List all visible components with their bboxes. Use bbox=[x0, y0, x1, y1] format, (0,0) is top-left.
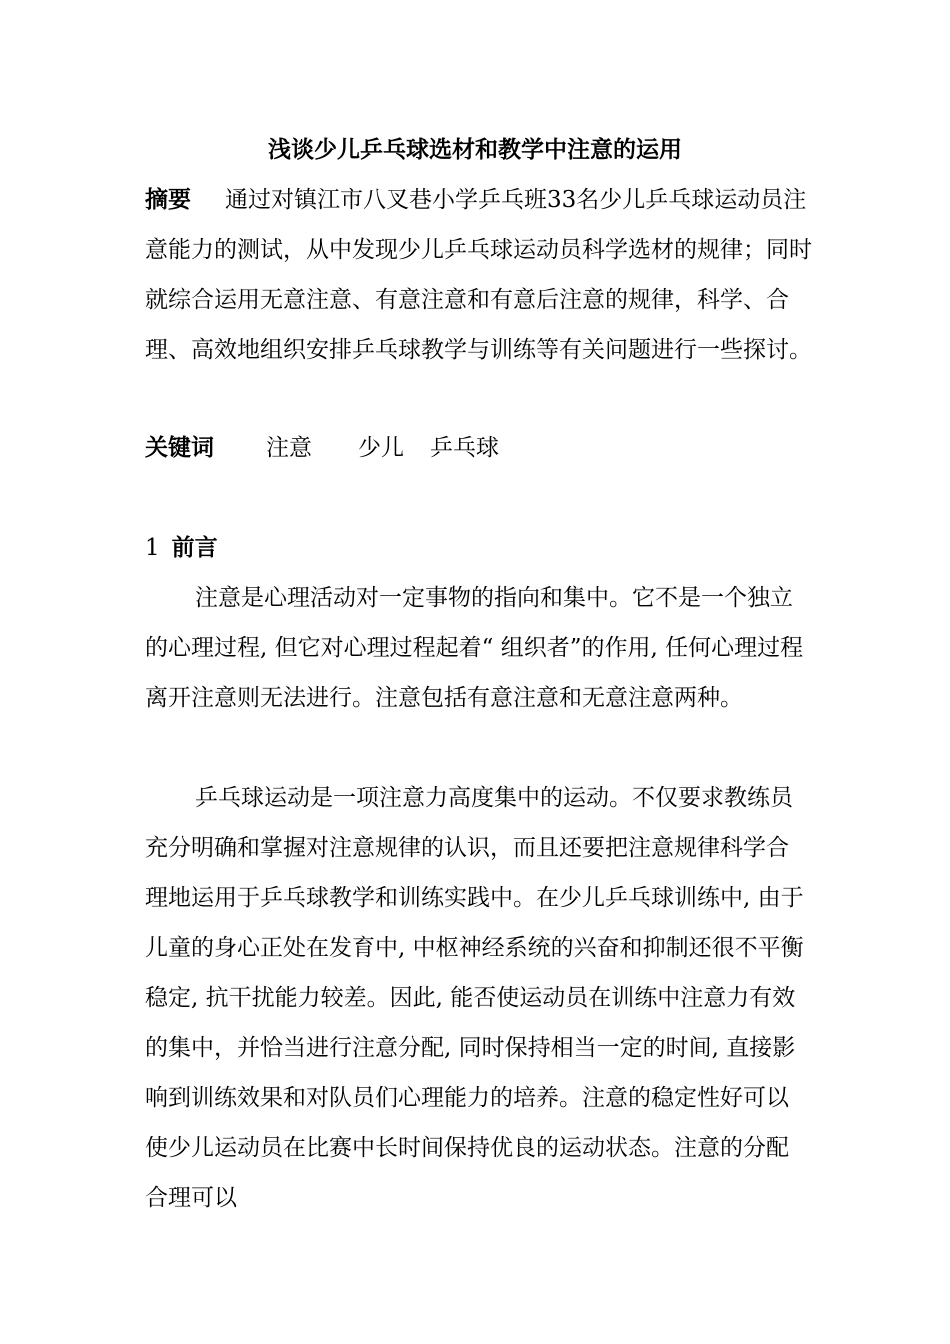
section-heading bbox=[145, 523, 218, 573]
section-number: 1 bbox=[145, 535, 160, 561]
keywords-label: 关键词 bbox=[145, 435, 214, 461]
body-paragraph: 注意是心理活动对一定事物的指向和集中。它不是一个独立的心理过程, 但它对心理过程起着“ 组织者”的作用, 任何心理过程离开注意则无法进行。注意包括有意注意和无意注意两种。 bbox=[145, 585, 804, 711]
keyword-item: 乒乓球 bbox=[430, 435, 499, 461]
body-paragraph: 乒乓球运动是一项注意力高度集中的运动。不仅要求教练员充分明确和掌握对注意规律的认识，而且还要把注意规律科学合理地运用于乒乓球教学和训练实践中。在少儿乒乓球训练中, 由于儿童的身心正处在发育中, 中枢神经系统的兴奋和抑制还很不平衡稳定, 抗干扰能力较差。因此, 能否使运动员在训练中注意力有效的集中，并恰当进行注意分配, 同时保持相当一定的时间, 直接影响到训练效果和对队员们心理能力的培养。注意的稳定性好可以使少儿运动员在比赛中长时间保持优良的运动状态。注意的分配合理可以 bbox=[145, 785, 804, 1211]
section-title: 前言 bbox=[171, 535, 218, 561]
abstract bbox=[145, 175, 825, 375]
abstract-label: 摘要 bbox=[145, 187, 191, 213]
keywords bbox=[145, 423, 825, 473]
document-title: 浅谈少儿乒乓球选材和教学中注意的运用 bbox=[268, 137, 682, 163]
abstract-text: 通过对镇江市八叉巷小学乒乓班33名少儿乒乓球运动员注意能力的测试，从中发现少儿乒乓球运动员科学选材的规律；同时就综合运用无意注意、有意注意和有意后注意的规律，科学、合理、高效地组织安排乒乓球教学与训练等有关问题进行一些探讨。 bbox=[145, 187, 812, 363]
keyword-item: 少儿 bbox=[358, 435, 404, 461]
keyword-item: 注意 bbox=[266, 435, 312, 461]
